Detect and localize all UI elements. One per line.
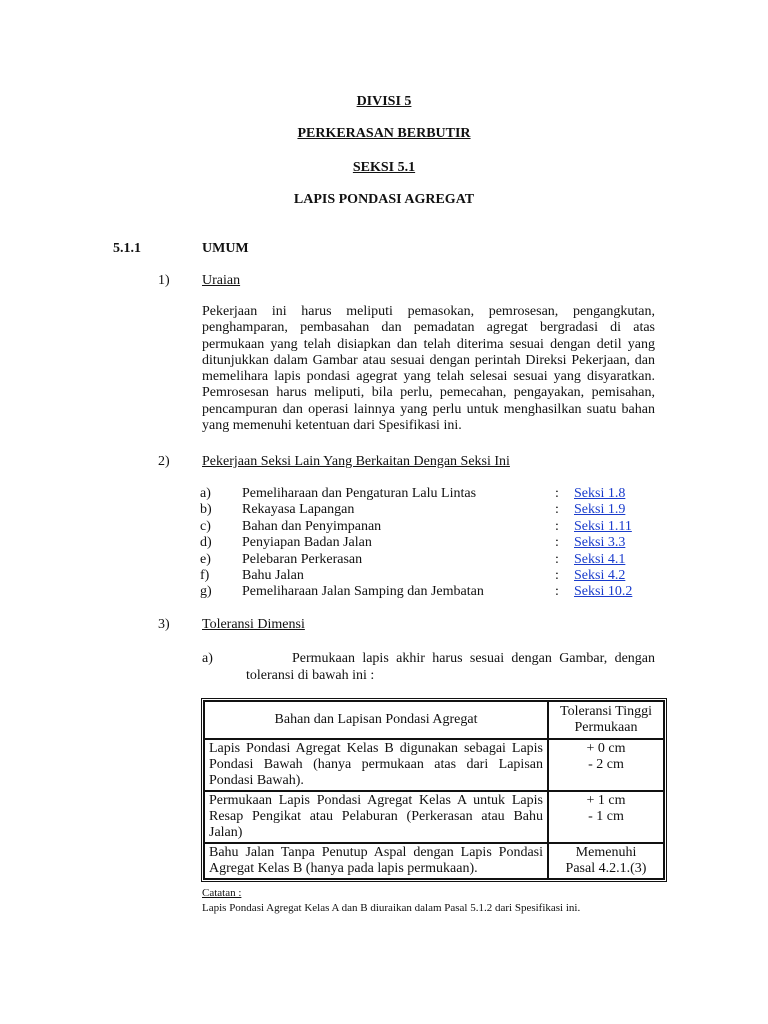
section-link[interactable]: Seksi 1.11 [574,518,632,534]
item-2-number: 2) [158,454,170,469]
list-item [200,535,660,551]
list-item-letter: c) [200,518,211,534]
list-item-letter: e) [200,551,211,567]
table-row [204,791,664,843]
list-item-text: Pemeliharaan dan Pengaturan Lalu Lintas [242,486,477,501]
list-item-text: Rekayasa Lapangan [242,502,355,518]
clause-title: UMUM [202,241,249,256]
list-item [200,502,660,518]
table-cell-tolerance [548,739,664,791]
table-header-tolerance [548,701,664,739]
list-item-letter: f) [200,567,210,583]
section-link[interactable]: Seksi 1.8 [574,486,626,501]
list-item-colon: : [555,535,559,551]
list-item-letter: b) [200,502,212,518]
list-item-text: Penyiapan Badan Jalan [242,535,372,551]
list-item [200,568,660,584]
tolerance-upper: + 0 cm [586,741,626,756]
table-cell-description: Lapis Pondasi Agregat Kelas B digunakan sebagai Lapis Pondasi Bawah (hanya permukaan atas dari Lapisan Pondasi Bawah). [204,739,548,791]
subitem-text-line1: Permukaan lapis akhir harus sesuai dengan Gambar, dengan [292,651,655,666]
table-cell-description: Bahu Jalan Tanpa Penutup Aspal dengan Lapis Pondasi Agregat Kelas B (hanya pada lapis permukaan). [204,843,548,879]
division-title: PERKERASAN BERBUTIR [297,126,471,141]
table-row [204,843,664,879]
table-header-tolerance-line2: Permukaan [574,720,638,735]
list-item-letter: g) [200,584,212,600]
section-link[interactable]: Seksi 3.3 [574,535,626,551]
list-item-text: Pelebaran Perkerasan [242,551,363,567]
list-item-colon: : [555,518,559,534]
note-text: Lapis Pondasi Agregat Kelas A dan B diuraikan dalam Pasal 5.1.2 dari Spesifikasi ini. [202,902,581,914]
list-item-text: Bahu Jalan [242,567,304,583]
clause-number: 5.1.1 [113,241,141,256]
subitem-text-line2: toleransi di bawah ini : [246,668,375,683]
division-heading: DIVISI 5 [356,94,412,109]
section-heading: SEKSI 5.1 [352,160,416,175]
list-item [200,552,660,568]
item-3-title: Toleransi Dimensi [202,617,305,632]
list-item-letter: d) [200,535,212,551]
section-title: LAPIS PONDASI AGREGAT [293,192,475,207]
tolerance-lower: - 1 cm [588,809,624,824]
tolerance-table [201,698,667,882]
table-cell-description: Permukaan Lapis Pondasi Agregat Kelas A untuk Lapis Resap Pengikat atau Pelaburan (Perkerasan atau Bahu Jalan) [204,791,548,843]
list-item-text: Bahan dan Penyimpanan [242,518,382,534]
table-header-material: Bahan dan Lapisan Pondasi Agregat [204,701,548,739]
section-link[interactable]: Seksi 4.1 [574,551,626,567]
note-label: Catatan : [202,887,242,899]
table-cell-tolerance [548,791,664,843]
list-item [200,584,660,600]
list-item-colon: : [555,567,559,583]
item-2-title: Pekerjaan Seksi Lain Yang Berkaitan Dengan Seksi Ini [202,454,510,469]
item-1-title: Uraian [202,273,241,288]
subitem-letter: a) [202,651,213,666]
list-item-text: Pemeliharaan Jalan Samping dan Jembatan [242,584,484,600]
section-link[interactable]: Seksi 4.2 [574,567,626,583]
tolerance-upper: Memenuhi [575,845,637,860]
list-item-letter: a) [200,486,211,501]
list-item-colon: : [555,551,559,567]
list-item [200,519,660,535]
section-link[interactable]: Seksi 1.9 [574,502,626,518]
tolerance-subitem [202,650,655,684]
list-item-colon: : [555,584,559,600]
table-header-row [204,701,664,739]
tolerance-lower: - 2 cm [588,757,624,772]
item-3-number: 3) [158,617,170,632]
item-1-number: 1) [158,273,170,288]
tolerance-lower: Pasal 4.2.1.(3) [565,861,647,876]
list-item-colon: : [555,486,559,501]
list-item [200,486,660,502]
table-cell-tolerance [548,843,664,879]
list-item-colon: : [555,502,559,518]
related-sections-list [200,486,660,601]
section-link[interactable]: Seksi 10.2 [574,584,633,600]
table-row [204,739,664,791]
item-1-paragraph: Pekerjaan ini harus meliputi pemasokan, pemrosesan, pengangkutan, penghamparan, pembasahan dan pemadatan agregat bergradasi di atas permukaan yang telah disiapkan dan telah diterima sesuai dengan detil yang ditunjukkan dalam Gambar atau sesuai dengan perintah Direksi Pekerjaan, dan memelihara lapis pondasi agegrat yang telah selesai sesuai yang disyaratkan. Pemrosesan harus meliputi, bila perlu, pemecahan, pengayakan, pemisahan, pencampuran dan operasi lainnya yang perlu untuk menghasilkan suatu bahan yang memenuhi ketentuan dari Spesifikasi ini. [202,304,655,434]
tolerance-upper: + 1 cm [586,793,626,808]
table-header-tolerance-line1: Toleransi Tinggi [560,704,652,719]
